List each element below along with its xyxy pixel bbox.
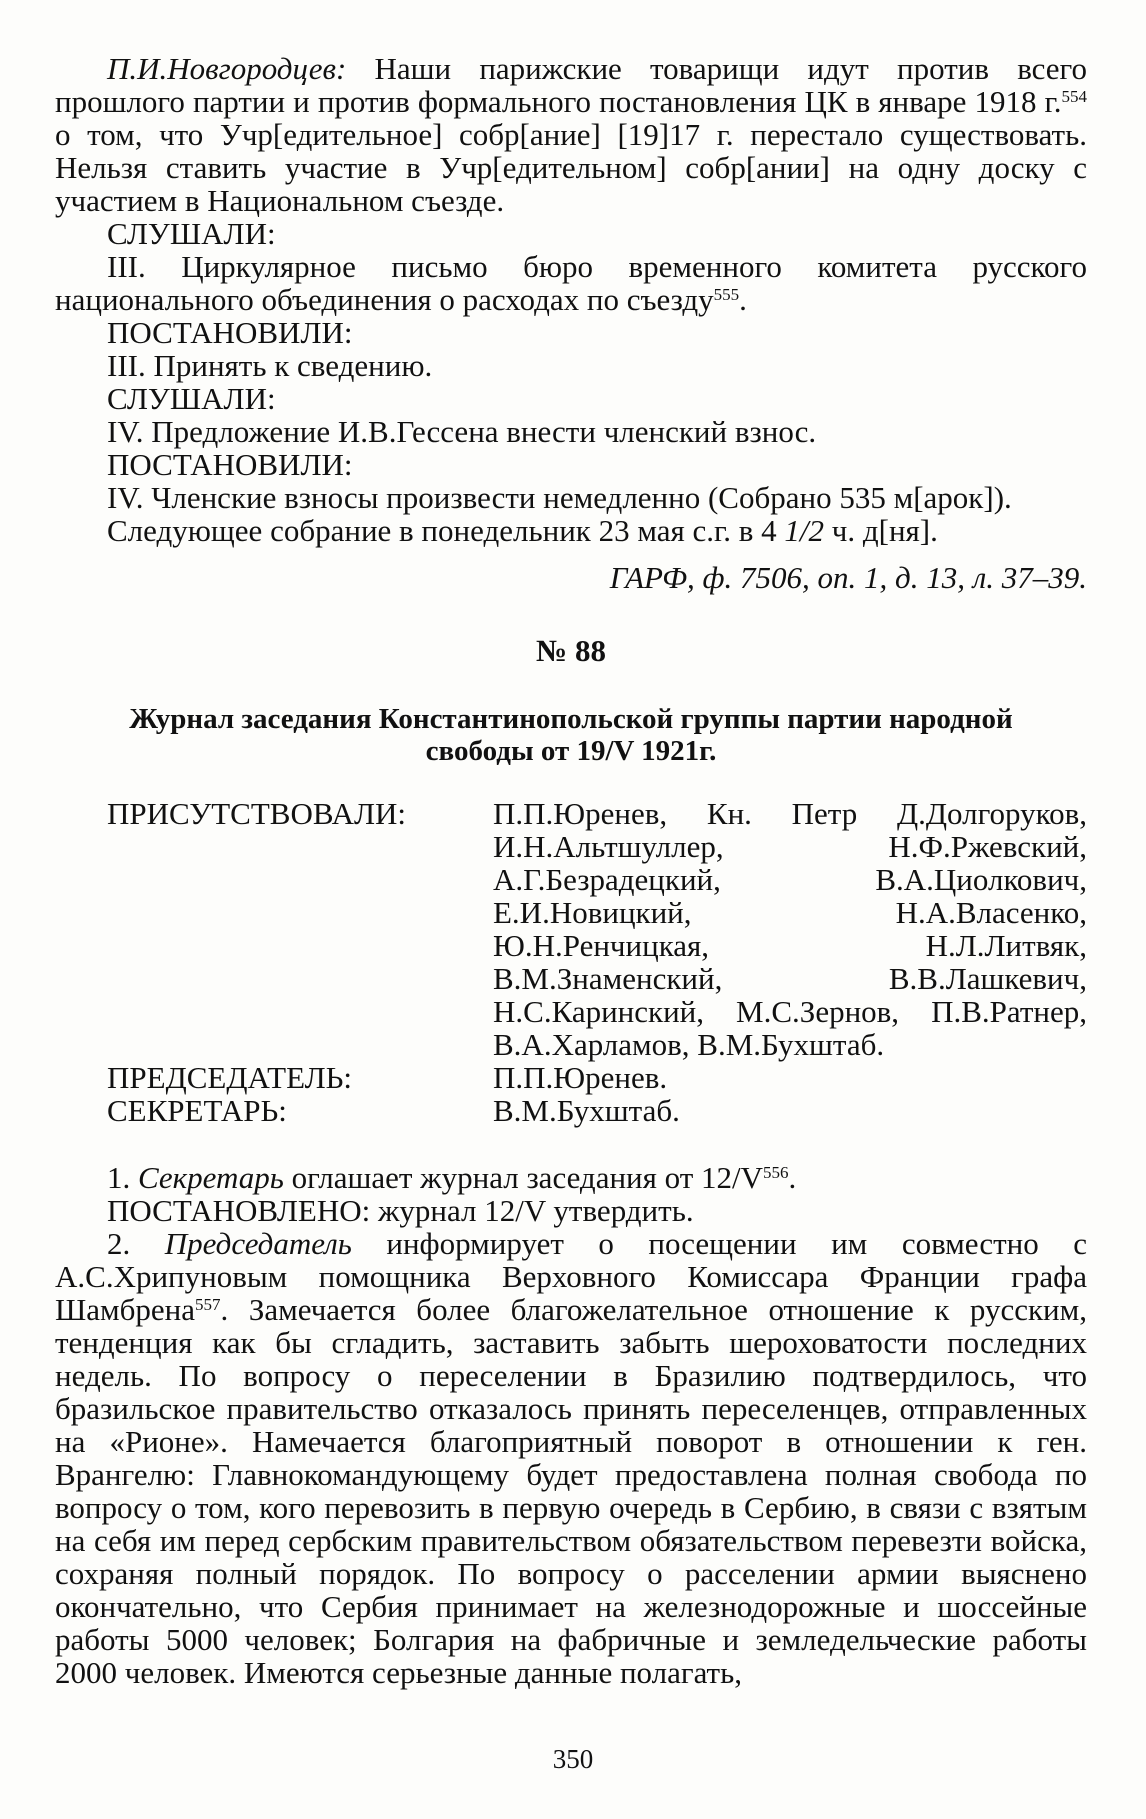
agenda-item-1-resolution: ПОСТАНОВЛЕНО: журнал 12/V утвердить.	[107, 1193, 694, 1228]
footnote-ref-557: 557	[195, 1295, 221, 1314]
footnote-ref-556: 556	[763, 1163, 789, 1182]
next-meeting-note: Следующее собрание в понедельник 23 мая с.г. в 4 1/2 ч. д[ня].	[107, 513, 938, 548]
speaker-name: П.И.Новгородцев:	[107, 51, 347, 86]
secretary-name: В.М.Бухштаб.	[493, 1093, 680, 1128]
present-names: П.П.Юренев, Кн. Петр Д.Долгоруков, И.Н.Альтшуллер, Н.Ф.Ржевский, А.Г.Безрадецкий, В.А.Циолкович, Е.И.Новицкий, Н.А.Власенко, Ю.Н.Ренчицкая, Н.Л.Литвяк, В.М.Знаменский, В.В.Лашкевич, Н.С.Каринский, М.С.Зернов, П.В.Ратнер, В.А.Харламов, В.М.Бухштаб.	[493, 796, 1087, 1062]
footnote-ref-554: 554	[1061, 87, 1087, 106]
heard-label-3: СЛУШАЛИ:	[107, 216, 276, 251]
archive-source: ГАРФ, ф. 7506, оп. 1, д. 13, л. 37–39.	[609, 560, 1087, 595]
agenda-item-1: 1. Секретарь оглашает журнал заседания от $12/V^{556}$.	[107, 1160, 797, 1195]
novgorodtsev-statement: П.И.Новгородцев: Наши парижские товарищи идут против всего прошлого партии и против формального постановления ЦК в январе 1918 г.$^{554}$ о том, что Учр[едительное] собр[ание] [19]17 г. перестало существовать. Нельзя ставить участие в Учр[едительном] собр[ании] на одну доску с участием в Национальном съезде.	[55, 51, 1087, 218]
agenda-item-2: 2. Председатель информирует о посещении им совместно с А.С.Хрипуновым помощника Верховного Комиссара Франции графа Шамбрена$^{557}$. Замечается более благожелательное отношение к русским, тенденция как бы сгладить, заставить забыть шероховатости последних недель. По вопросу о переселении в Бразилию подтвердилось, что бразильское правительство отказалось принять переселенцев, отправленных на «Рионе». Намечается благоприятный поворот в отношении к ген. Врангелю: Главнокомандующему будет предоставлена полная свобода по вопросу о том, кого перевозить в первую очередь в Сербию, в связи с взятым на себя им перед сербским правительством обязательством перевезти войска, сохраняя полный порядок. По вопросу о расселении армии выяснено окончательно, что Сербия принимает на железнодорожные и шоссейные работы 5000 человек; Болгария на фабричные и земледельческие работы 2000 человек. Имеются серьезные данные полагать,	[55, 1226, 1088, 1690]
resolved-item-4: IV. Членские взносы произвести немедленно (Собрано 535 м[арок]).	[107, 480, 1012, 515]
resolved-label-4: ПОСТАНОВИЛИ:	[107, 447, 353, 482]
half-fraction: 1/2	[784, 513, 825, 548]
secretary-label: СЕКРЕТАРЬ:	[107, 1093, 287, 1128]
resolved-item-3: III. Принять к сведению.	[107, 348, 433, 383]
heard-label-4: СЛУШАЛИ:	[107, 381, 276, 416]
secretary-row	[55, 1094, 1087, 1127]
item-1-actor: Секретарь	[138, 1160, 284, 1195]
footnote-ref-555: 555	[713, 285, 740, 304]
present-label: ПРИСУТСТВОВАЛИ:	[107, 796, 406, 831]
section-gap	[55, 1127, 1087, 1161]
heard-item-4: IV. Предложение И.В.Гессена внести членский взнос.	[107, 414, 817, 449]
chair-row	[55, 1061, 1087, 1094]
present-row	[55, 797, 1087, 1061]
item-2-actor: Председатель	[164, 1226, 352, 1261]
chair-label: ПРЕДСЕДАТЕЛЬ:	[107, 1060, 353, 1095]
heard-item-3: III. Циркулярное письмо бюро временного комитета русского национального объединения о расходах по съезду$^{555}$.	[55, 249, 1087, 317]
page-number: 350	[552, 1744, 594, 1774]
document-number: № 88	[536, 633, 606, 668]
document-page	[55, 52, 1087, 1689]
resolved-label-3: ПОСТАНОВИЛИ:	[107, 315, 353, 350]
document-title: Журнал заседания Константинопольской группы партии народной свободы от 19/V 1921г.	[129, 703, 1013, 767]
chair-name: П.П.Юренев.	[493, 1060, 668, 1095]
